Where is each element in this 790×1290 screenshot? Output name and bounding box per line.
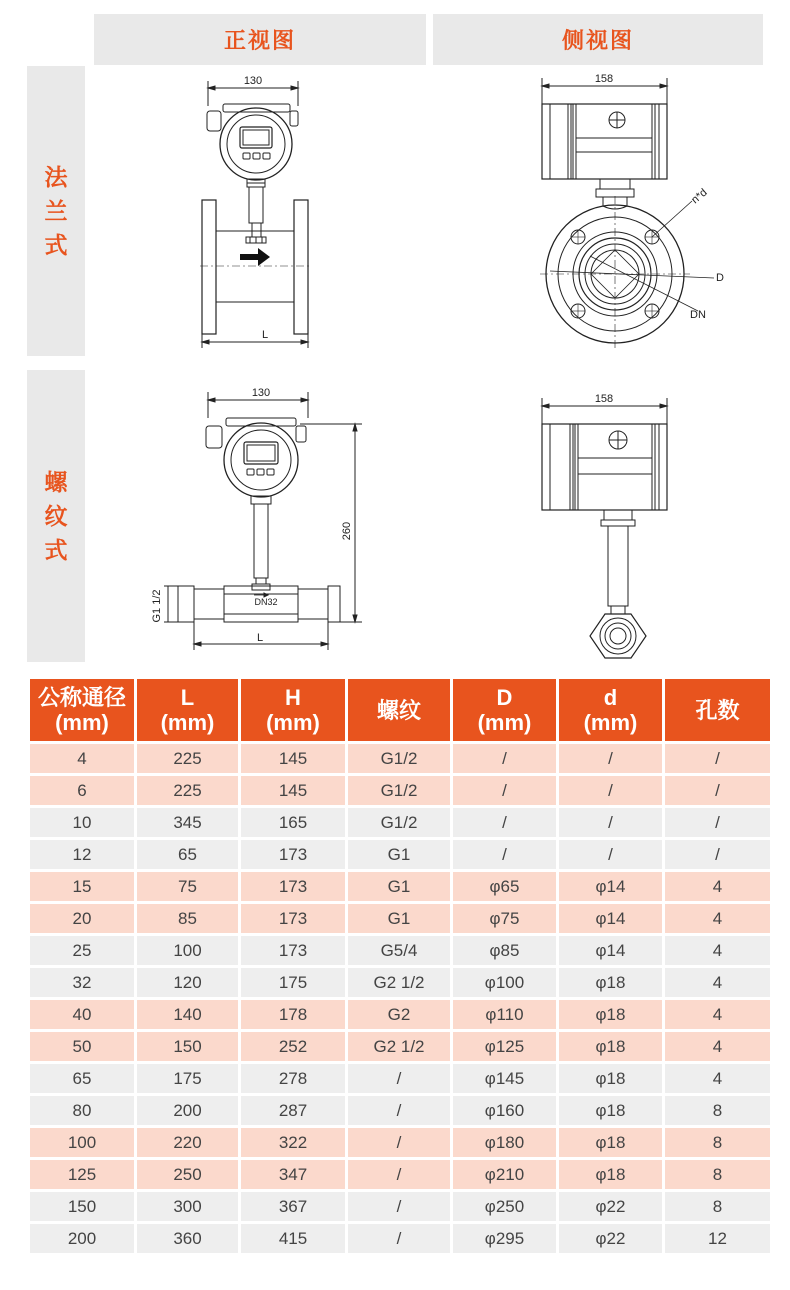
table-cell: G1 <box>348 840 450 869</box>
col-header-hole-diameter: d (mm) <box>559 679 662 741</box>
table-cell: 4 <box>665 872 770 901</box>
thread-front-width: 130 <box>251 387 271 399</box>
table-row <box>30 1192 770 1221</box>
table-cell: / <box>559 808 662 837</box>
flange-type-label: 法 兰 式 <box>27 66 85 356</box>
table-cell: G1/2 <box>348 808 450 837</box>
table-cell: 8 <box>665 1160 770 1189</box>
table-row <box>30 744 770 773</box>
table-cell: 65 <box>137 840 238 869</box>
table-header-row <box>30 679 770 741</box>
table-cell: 173 <box>241 936 345 965</box>
table-cell: φ18 <box>559 1000 662 1029</box>
thread-length-label: L <box>256 632 264 644</box>
col-header-nominal-diameter: 公称通径 (mm) <box>30 679 134 741</box>
flange-front-width: 130 <box>243 75 263 87</box>
table-cell: / <box>348 1128 450 1157</box>
thread-type-label: 螺 纹 式 <box>27 370 85 662</box>
flange-side-view-drawing <box>530 66 730 356</box>
table-cell: 287 <box>241 1096 345 1125</box>
table-cell: G1 <box>348 872 450 901</box>
table-cell: 12 <box>665 1224 770 1253</box>
table-cell: / <box>453 840 556 869</box>
table-cell: 145 <box>241 776 345 805</box>
table-cell: φ14 <box>559 904 662 933</box>
table-cell: 178 <box>241 1000 345 1029</box>
table-cell: / <box>559 744 662 773</box>
table-cell: 173 <box>241 872 345 901</box>
flange-front-view-drawing <box>180 66 330 356</box>
table-cell: 300 <box>137 1192 238 1221</box>
table-cell: 40 <box>30 1000 134 1029</box>
table-cell: / <box>559 840 662 869</box>
table-cell: 8 <box>665 1096 770 1125</box>
flange-length-label: L <box>261 329 269 341</box>
thread-side-width: 158 <box>594 393 614 405</box>
front-view-header <box>94 14 426 65</box>
table-cell: φ125 <box>453 1032 556 1061</box>
table-cell: φ100 <box>453 968 556 997</box>
table-cell: 252 <box>241 1032 345 1061</box>
table-cell: G1/2 <box>348 744 450 773</box>
table-cell: φ65 <box>453 872 556 901</box>
table-cell: 4 <box>665 968 770 997</box>
table-cell: 145 <box>241 744 345 773</box>
table-cell: 125 <box>30 1160 134 1189</box>
side-view-title: 侧视图 <box>561 28 634 53</box>
table-cell: 4 <box>665 904 770 933</box>
flange-nominal-diameter-callout: DN <box>690 309 706 321</box>
table-cell: 15 <box>30 872 134 901</box>
table-cell: 6 <box>30 776 134 805</box>
flange-outer-diameter-callout: D <box>716 272 724 284</box>
table-cell: 50 <box>30 1032 134 1061</box>
table-cell: φ145 <box>453 1064 556 1093</box>
table-cell: 225 <box>137 776 238 805</box>
table-cell: 4 <box>665 936 770 965</box>
table-cell: / <box>348 1064 450 1093</box>
table-cell: φ18 <box>559 1096 662 1125</box>
col-header-hole-count: 孔数 <box>665 679 770 741</box>
table-row <box>30 776 770 805</box>
table-cell: G1 <box>348 904 450 933</box>
table-cell: φ110 <box>453 1000 556 1029</box>
table-cell: 85 <box>137 904 238 933</box>
table-cell: 75 <box>137 872 238 901</box>
table-row <box>30 1128 770 1157</box>
table-cell: / <box>453 808 556 837</box>
table-row <box>30 1096 770 1125</box>
table-row <box>30 1160 770 1189</box>
table-cell: 278 <box>241 1064 345 1093</box>
col-header-height: H (mm) <box>241 679 345 741</box>
thread-side-view-drawing <box>530 376 680 661</box>
table-cell: φ18 <box>559 1032 662 1061</box>
thread-front-view-drawing <box>140 376 370 661</box>
table-cell: 322 <box>241 1128 345 1157</box>
table-cell: φ18 <box>559 968 662 997</box>
table-cell: 347 <box>241 1160 345 1189</box>
table-cell: 165 <box>241 808 345 837</box>
table-cell: 175 <box>137 1064 238 1093</box>
table-cell: φ85 <box>453 936 556 965</box>
table-cell: 150 <box>137 1032 238 1061</box>
col-header-length: L (mm) <box>137 679 238 741</box>
thread-body-label: DN32 <box>254 597 278 607</box>
table-cell: 173 <box>241 840 345 869</box>
thread-size-label: G1 1/2 <box>151 589 163 623</box>
table-cell: / <box>348 1192 450 1221</box>
table-cell: / <box>348 1160 450 1189</box>
table-cell: φ180 <box>453 1128 556 1157</box>
table-cell: φ22 <box>559 1224 662 1253</box>
table-cell: G1/2 <box>348 776 450 805</box>
table-cell: φ18 <box>559 1064 662 1093</box>
table-cell: φ75 <box>453 904 556 933</box>
table-cell: 415 <box>241 1224 345 1253</box>
col-header-thread: 螺纹 <box>348 679 450 741</box>
table-row <box>30 808 770 837</box>
table-cell: φ210 <box>453 1160 556 1189</box>
table-cell: 25 <box>30 936 134 965</box>
table-cell: 4 <box>665 1032 770 1061</box>
col-header-outer-diameter: D (mm) <box>453 679 556 741</box>
table-cell: 367 <box>241 1192 345 1221</box>
thread-height: 260 <box>341 521 353 541</box>
table-cell: 250 <box>137 1160 238 1189</box>
table-cell: 80 <box>30 1096 134 1125</box>
table-cell: 8 <box>665 1192 770 1221</box>
table-row <box>30 1032 770 1061</box>
table-cell: 12 <box>30 840 134 869</box>
table-cell: 8 <box>665 1128 770 1157</box>
table-cell: φ18 <box>559 1160 662 1189</box>
table-cell: φ14 <box>559 936 662 965</box>
table-cell: 175 <box>241 968 345 997</box>
table-cell: / <box>665 808 770 837</box>
table-cell: 20 <box>30 904 134 933</box>
table-cell: φ22 <box>559 1192 662 1221</box>
table-cell: / <box>665 840 770 869</box>
table-cell: 100 <box>137 936 238 965</box>
table-cell: 100 <box>30 1128 134 1157</box>
table-cell: G2 1/2 <box>348 968 450 997</box>
table-row <box>30 1224 770 1253</box>
table-cell: G5/4 <box>348 936 450 965</box>
table-cell: φ295 <box>453 1224 556 1253</box>
flange-bolt-callout: n*d <box>689 186 710 207</box>
table-cell: / <box>453 744 556 773</box>
table-cell: φ14 <box>559 872 662 901</box>
table-row <box>30 936 770 965</box>
table-body <box>30 744 770 1253</box>
spec-table <box>27 676 773 1256</box>
table-cell: 220 <box>137 1128 238 1157</box>
table-cell: 4 <box>665 1064 770 1093</box>
side-view-header <box>433 14 763 65</box>
flange-side-width: 158 <box>594 73 614 85</box>
table-cell: 4 <box>30 744 134 773</box>
table-cell: 32 <box>30 968 134 997</box>
front-view-title: 正视图 <box>223 28 296 53</box>
table-cell: / <box>348 1224 450 1253</box>
table-row <box>30 968 770 997</box>
table-cell: / <box>453 776 556 805</box>
table-cell: φ160 <box>453 1096 556 1125</box>
table-cell: 4 <box>665 1000 770 1029</box>
table-row <box>30 1064 770 1093</box>
table-cell: 120 <box>137 968 238 997</box>
table-cell: 345 <box>137 808 238 837</box>
table-cell: 360 <box>137 1224 238 1253</box>
table-cell: 200 <box>137 1096 238 1125</box>
table-row <box>30 904 770 933</box>
table-row <box>30 1000 770 1029</box>
table-cell: 65 <box>30 1064 134 1093</box>
table-cell: φ250 <box>453 1192 556 1221</box>
table-cell: 200 <box>30 1224 134 1253</box>
table-cell: / <box>665 776 770 805</box>
table-cell: 225 <box>137 744 238 773</box>
table-row <box>30 872 770 901</box>
table-cell: φ18 <box>559 1128 662 1157</box>
table-cell: / <box>348 1096 450 1125</box>
table-cell: 150 <box>30 1192 134 1221</box>
table-cell: G2 <box>348 1000 450 1029</box>
table-cell: 173 <box>241 904 345 933</box>
table-row <box>30 840 770 869</box>
table-cell: 10 <box>30 808 134 837</box>
table-cell: G2 1/2 <box>348 1032 450 1061</box>
table-cell: / <box>665 744 770 773</box>
table-cell: / <box>559 776 662 805</box>
table-cell: 140 <box>137 1000 238 1029</box>
